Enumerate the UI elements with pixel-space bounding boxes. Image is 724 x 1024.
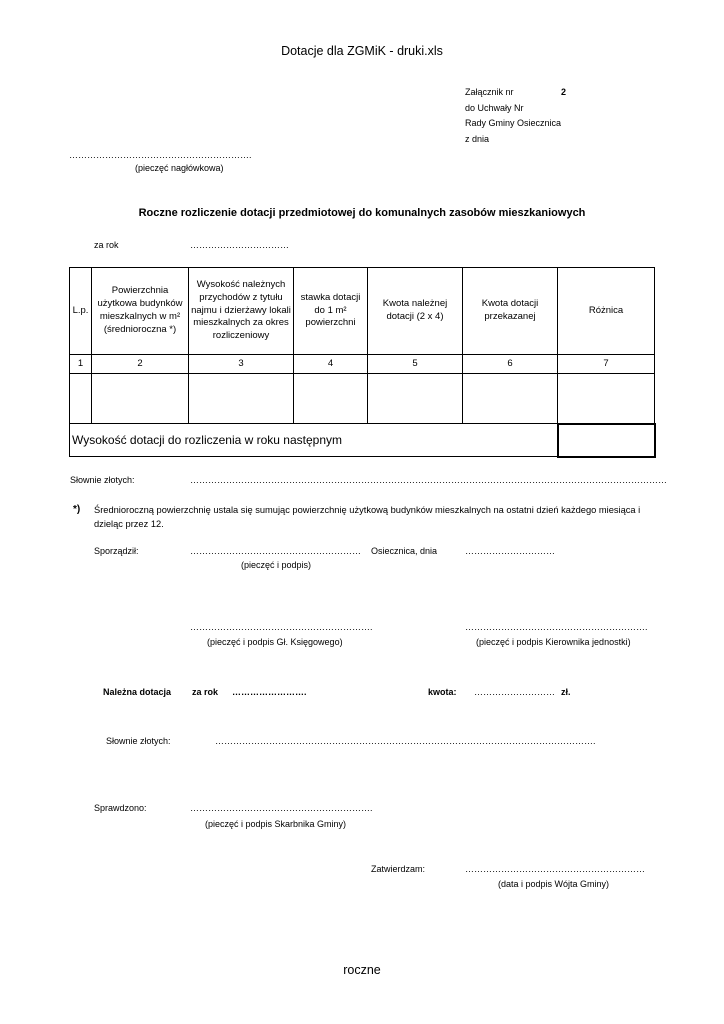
data-cell[interactable]: [463, 374, 558, 424]
form-title: Roczne rozliczenie dotacji przedmiotowej do komunalnych zasobów mieszkaniowych: [138, 207, 586, 219]
due-year-dots: …………………….: [232, 687, 307, 697]
due-amount-label: kwota:: [428, 687, 457, 697]
checked-caption: (pieczęć i podpis Skarbnika Gminy): [205, 819, 347, 829]
next-year-value[interactable]: [558, 424, 655, 457]
words-label: Słownie złotych:: [70, 475, 135, 485]
attachment-number: 2: [561, 87, 567, 97]
director-caption: (pieczęć i podpis Kierownika jednostki): [476, 637, 631, 647]
year-label: za rok: [94, 240, 119, 250]
due-words-dots: ……………………………………………………………………………………………………………….: [215, 736, 596, 746]
attachment-council: Rady Gminy Osiecznica: [465, 118, 562, 128]
column-number: 4: [294, 355, 368, 374]
due-year-label: za rok: [192, 687, 219, 697]
header-cell: Kwota należnej dotacji (2 x 4): [368, 268, 463, 355]
column-number: 3: [189, 355, 294, 374]
header-cell: stawka dotacji do 1 m² powierzchni: [294, 268, 368, 355]
stamp-caption: (pieczęć nagłówkowa): [135, 163, 224, 173]
director-dots: …………………………………………………….: [465, 622, 648, 632]
note-text: Średnioroczną powierzchnię ustala się sumując powierzchnię użytkową budynków mieszkalnych na ostatni dzień każdego miesiąca i dzieląc przez 12.: [94, 505, 641, 529]
data-row: [70, 374, 655, 424]
header-cell: L.p.: [70, 268, 92, 355]
stamp-dots: …………………………………………………….: [69, 150, 252, 160]
data-cell[interactable]: [70, 374, 92, 424]
checked-label: Sprawdzono:: [94, 803, 147, 813]
prepared-label: Sporządził:: [94, 546, 139, 556]
header-cell: Wysokość należnych przychodów z tytułu najmu i dzierżawy lokali mieszkalnych za okres rozliczeniowy: [189, 268, 294, 355]
column-number-row: [70, 355, 655, 374]
column-number: 6: [463, 355, 558, 374]
column-number: 7: [558, 355, 655, 374]
data-cell[interactable]: [294, 374, 368, 424]
approved-label: Zatwierdzam:: [371, 864, 426, 874]
attachment-number-label: Załącznik nr: [465, 87, 514, 97]
due-amount-dots: ………………………: [474, 687, 555, 697]
accountant-dots: …………………………………………………….: [190, 622, 373, 632]
accountant-caption: (pieczęć i podpis Gł. Księgowego): [207, 637, 343, 647]
due-words-label: Słownie złotych:: [106, 736, 171, 746]
checked-dots: …………………………………………………….: [190, 803, 373, 813]
data-cell[interactable]: [558, 374, 655, 424]
column-number: 2: [92, 355, 189, 374]
header-cell: Różnica: [558, 268, 655, 355]
next-year-row: [70, 424, 655, 457]
attachment-date: z dnia: [465, 134, 490, 144]
attachment-resolution: do Uchwały Nr: [465, 103, 524, 113]
data-cell[interactable]: [92, 374, 189, 424]
table-header-row: [70, 268, 655, 355]
column-number: 1: [70, 355, 92, 374]
approved-dots: ……………………………………………………: [465, 864, 645, 874]
next-year-label: Wysokość dotacji do rozliczenia w roku następnym: [70, 424, 558, 457]
approved-caption: (data i podpis Wójta Gminy): [498, 879, 610, 889]
words-dots: ……………………………………………………………………………………………………………………………………………: [190, 475, 667, 485]
note-marker: *): [73, 504, 81, 515]
place-label: Osiecznica, dnia: [371, 546, 438, 556]
page-footer: roczne: [343, 963, 381, 977]
prepared-caption: (pieczęć i podpis): [241, 560, 312, 570]
data-cell[interactable]: [368, 374, 463, 424]
prepared-dots: …………………………………………………: [190, 546, 361, 556]
year-dots: ……………………………: [190, 240, 289, 250]
column-number: 5: [368, 355, 463, 374]
settlement-table: [69, 267, 656, 458]
due-currency: zł.: [561, 687, 571, 697]
header-cell: Kwota dotacji przekazanej: [463, 268, 558, 355]
header-cell: Powierzchnia użytkowa budynków mieszkalnych w m² (średnioroczna *): [92, 268, 189, 355]
place-dots: …………………………: [465, 546, 555, 556]
data-cell[interactable]: [189, 374, 294, 424]
page-title: Dotacje dla ZGMiK - druki.xls: [281, 44, 443, 58]
due-label: Należna dotacja: [103, 687, 172, 697]
